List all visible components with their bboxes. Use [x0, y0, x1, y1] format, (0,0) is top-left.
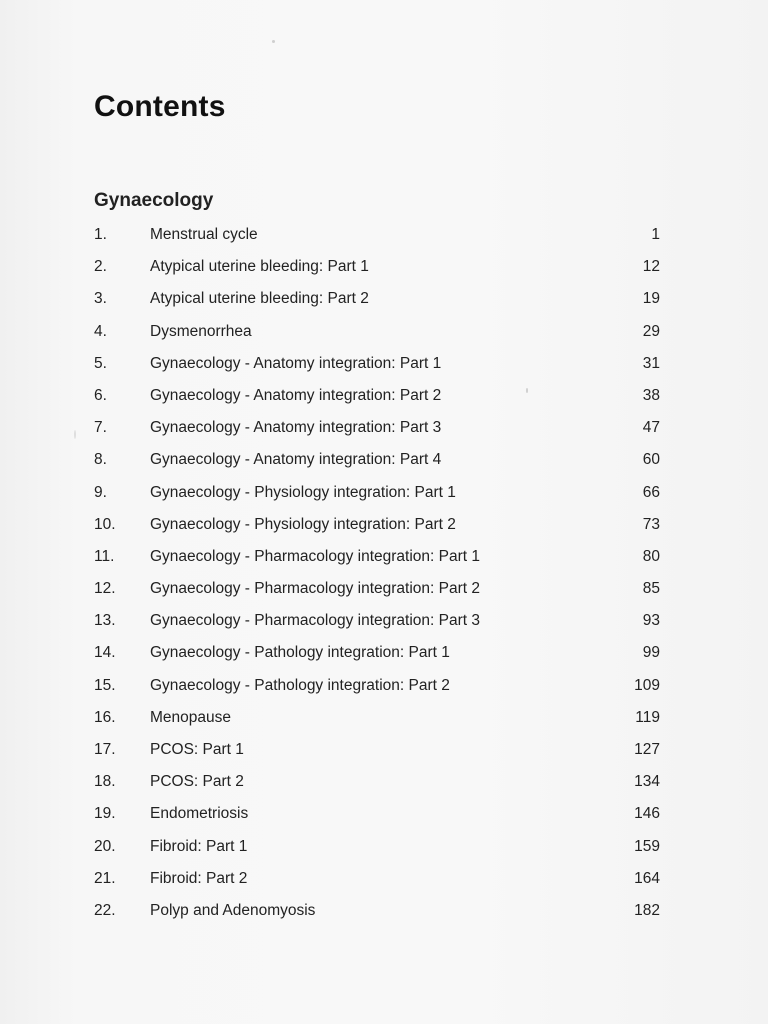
toc-entry-page: 60 — [642, 451, 660, 469]
toc-entry-page: 134 — [634, 773, 660, 791]
toc-entry-page: 146 — [634, 805, 660, 823]
toc-entry — [94, 355, 660, 387]
toc-entry-title: Fibroid: Part 1 — [150, 837, 248, 855]
toc-entry-page: 29 — [642, 322, 660, 340]
toc-entry-number: 7. — [94, 419, 107, 437]
toc-entry-number: 1. — [94, 226, 107, 243]
toc-entry — [94, 548, 660, 580]
table-of-contents — [94, 226, 660, 934]
toc-entry — [94, 709, 660, 741]
toc-entry-title: Polyp and Adenomyosis — [150, 901, 316, 919]
toc-entry-title: Menstrual cycle — [150, 226, 258, 243]
toc-entry — [94, 516, 660, 548]
toc-entry-number: 8. — [94, 451, 107, 469]
toc-entry-title: Gynaecology - Anatomy integration: Part 2 — [150, 386, 442, 404]
toc-entry-number: 14. — [94, 644, 116, 662]
toc-entry-title: Atypical uterine bleeding: Part 2 — [150, 290, 369, 308]
toc-entry-page: 85 — [642, 580, 660, 598]
toc-entry-title: Gynaecology - Physiology integration: Part 2 — [150, 515, 456, 533]
toc-entry-number: 12. — [94, 580, 116, 598]
toc-entry — [94, 290, 660, 322]
toc-entry-number: 17. — [94, 741, 116, 758]
toc-entry-page: 93 — [642, 612, 660, 630]
toc-entry — [94, 258, 660, 290]
toc-entry-page: 119 — [635, 708, 660, 726]
toc-entry-number: 9. — [94, 483, 107, 501]
toc-entry-page: 73 — [642, 515, 660, 533]
toc-entry-page: 159 — [634, 837, 660, 855]
toc-entry-title: Dysmenorrhea — [150, 322, 252, 340]
toc-entry-number: 18. — [94, 773, 116, 791]
toc-entry — [94, 870, 660, 902]
toc-entry — [94, 323, 660, 355]
toc-entry-number: 13. — [94, 612, 116, 630]
toc-entry-title: PCOS: Part 2 — [150, 773, 244, 791]
toc-entry-number: 19. — [94, 805, 116, 823]
toc-entry-title: Gynaecology - Pharmacology integration: Part 1 — [150, 547, 480, 565]
toc-entry-number: 15. — [94, 676, 116, 694]
toc-entry-title: Menopause — [150, 708, 232, 726]
toc-entry-number: 10. — [94, 515, 116, 533]
toc-entry — [94, 805, 660, 837]
toc-entry-title: Gynaecology - Anatomy integration: Part 3 — [150, 419, 442, 437]
toc-entry-page: 38 — [642, 386, 660, 404]
toc-entry — [94, 612, 660, 644]
toc-entry-title: Atypical uterine bleeding: Part 1 — [150, 258, 369, 276]
toc-entry-number: 20. — [94, 837, 116, 855]
toc-entry-title: Endometriosis — [150, 805, 249, 823]
toc-entry-title: PCOS: Part 1 — [150, 741, 244, 758]
toc-entry — [94, 773, 660, 805]
toc-entry — [94, 644, 660, 676]
page-title: Contents — [94, 90, 226, 123]
toc-entry-page: 80 — [642, 547, 660, 565]
toc-entry — [94, 741, 660, 773]
toc-entry-page: 19 — [642, 290, 660, 308]
toc-entry-number: 4. — [94, 322, 107, 340]
toc-entry — [94, 902, 660, 934]
toc-entry-title: Gynaecology - Pathology integration: Part 2 — [150, 676, 450, 694]
toc-entry-number: 21. — [94, 869, 116, 887]
toc-entry-page: 99 — [642, 644, 660, 662]
toc-entry — [94, 484, 660, 516]
toc-entry — [94, 226, 660, 258]
toc-entry-page: 164 — [634, 869, 660, 887]
scan-speck — [526, 388, 528, 393]
toc-entry-page: 109 — [634, 676, 660, 694]
toc-entry-page: 182 — [634, 901, 660, 919]
toc-entry-number: 2. — [94, 258, 107, 276]
toc-entry-number: 16. — [94, 708, 116, 726]
section-heading: Gynaecology — [94, 190, 214, 211]
toc-entry-title: Gynaecology - Anatomy integration: Part 1 — [150, 354, 442, 372]
toc-entry — [94, 451, 660, 483]
toc-entry-title: Gynaecology - Pathology integration: Part 1 — [150, 644, 450, 662]
toc-entry-page: 1 — [651, 226, 660, 243]
toc-entry — [94, 580, 660, 612]
toc-entry-title: Gynaecology - Pharmacology integration: Part 3 — [150, 612, 480, 630]
toc-entry — [94, 387, 660, 419]
toc-entry — [94, 838, 660, 870]
toc-entry-page: 127 — [634, 741, 660, 758]
toc-entry-title: Gynaecology - Physiology integration: Part 1 — [150, 483, 456, 501]
toc-entry — [94, 677, 660, 709]
toc-entry-page: 66 — [642, 483, 660, 501]
toc-entry-number: 6. — [94, 386, 107, 404]
toc-entry-page: 47 — [642, 419, 660, 437]
toc-entry-title: Gynaecology - Anatomy integration: Part 4 — [150, 451, 442, 469]
toc-entry — [94, 419, 660, 451]
toc-entry-number: 22. — [94, 901, 116, 919]
toc-entry-page: 12 — [642, 258, 660, 276]
toc-entry-title: Fibroid: Part 2 — [150, 869, 248, 887]
scan-speck — [74, 430, 76, 439]
scan-speck — [272, 40, 275, 43]
toc-entry-page: 31 — [642, 354, 660, 372]
toc-entry-number: 3. — [94, 290, 107, 308]
toc-entry-title: Gynaecology - Pharmacology integration: Part 2 — [150, 580, 480, 598]
toc-entry-number: 11. — [94, 547, 115, 565]
toc-entry-number: 5. — [94, 354, 107, 372]
